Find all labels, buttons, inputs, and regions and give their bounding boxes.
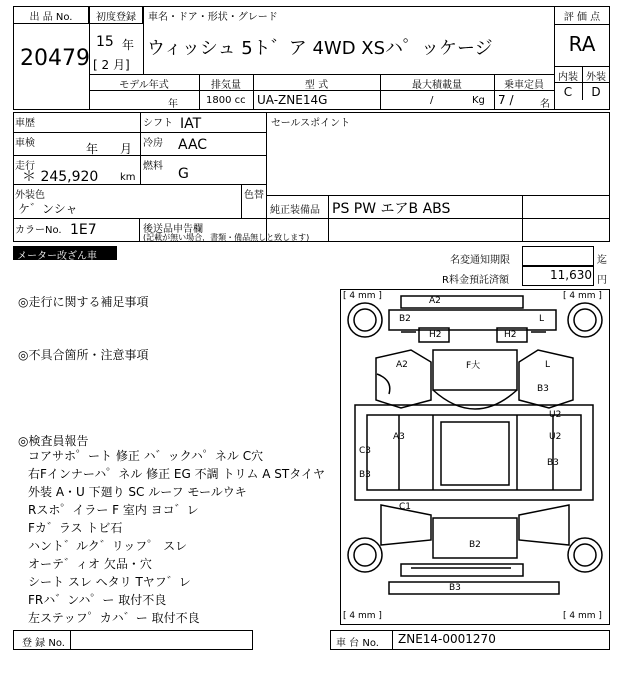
later-report-note: (記載が無い場合，書類・備品無しと致します) xyxy=(143,233,310,242)
inspector-line: Rスホ゜イラー F 室内 ヨコ゛レ xyxy=(28,503,199,517)
inspector-line: 右Fインナーハ゜ネル 修正 EG 不調 トリム A STタイヤ xyxy=(28,467,325,481)
model-year-label: モデル年式 xyxy=(119,80,169,91)
inspector-line: コアサホ゜ート 修正 ハ゛ックハ゜ネル C穴 xyxy=(28,449,264,463)
mileage-label: 走行 xyxy=(15,161,35,172)
mileage-unit: km xyxy=(120,172,136,183)
history-label: 車歴 xyxy=(15,118,35,129)
inspector-line: ハント゛ルク゛リッフ゜ スレ xyxy=(28,539,188,553)
code-door-right-rear: B3 xyxy=(547,458,559,468)
car-name: ウィッシュ 5ト゛ア 4WD XSハ゜ッケージ xyxy=(147,38,493,59)
tire-rl: [ 4 mm ] xyxy=(343,611,382,621)
ac-value: AAC xyxy=(178,137,208,153)
car-outline xyxy=(341,290,609,624)
shift-label: シフト xyxy=(143,118,173,129)
capacity-value: 7 / xyxy=(498,93,514,107)
displacement-value: 1800 cc xyxy=(206,95,246,106)
shift-value: IAT xyxy=(180,116,202,132)
recycle-label: R料金預託済額 xyxy=(442,275,509,286)
code-door-right-front: U2 xyxy=(549,410,562,420)
model-value: UA-ZNE14G xyxy=(257,93,328,107)
notice-unit: 迄 xyxy=(597,255,607,266)
interior-grade: C xyxy=(563,85,573,99)
code-front-bumper: A2 xyxy=(429,296,441,306)
rating-value: RA xyxy=(568,32,596,56)
code-hood-left: B2 xyxy=(399,314,411,324)
defects-heading: ◎不具合箇所・注意事項 xyxy=(18,348,149,362)
code-fender-right: L xyxy=(545,360,551,370)
inspection-label: 車検 xyxy=(15,138,35,149)
tire-fl: [ 4 mm ] xyxy=(343,291,382,301)
notice-label: 名変通知期限 xyxy=(450,255,510,266)
color-no-label: カラーNo. xyxy=(15,225,62,236)
first-reg-label: 初度登録 xyxy=(96,12,136,23)
chassis-label: 車 台 No. xyxy=(336,638,379,649)
model-year-unit: 年 xyxy=(168,99,178,110)
code-rear-left: C1 xyxy=(399,502,412,512)
max-load-unit: Kg xyxy=(472,95,485,106)
inspector-line: オーテ゛ィオ 欠品・穴 xyxy=(28,557,152,571)
car-name-label: 車名・ドア・形状・グレード xyxy=(148,12,278,23)
sales-points-label: セールスポイント xyxy=(271,118,351,129)
displacement-label: 排気量 xyxy=(211,80,241,91)
max-load-sep: / xyxy=(430,95,434,106)
tamper-label: メーター改ざん車 xyxy=(17,251,97,262)
code-fender-left: A2 xyxy=(396,360,408,370)
color-no-value: 1E7 xyxy=(70,222,97,238)
code-headlight-left: H2 xyxy=(429,330,442,340)
tire-rr: [ 4 mm ] xyxy=(563,611,602,621)
inspector-line: FRハ゛ンハ゜ー 取付不良 xyxy=(28,593,167,607)
inspection-month: 月 xyxy=(120,142,133,156)
inspector-line: 左ステッフ゜カハ゛ー 取付不良 xyxy=(28,611,200,625)
code-glass: F大 xyxy=(466,361,481,371)
color-label: 外装色 xyxy=(15,190,45,201)
first-reg-month: [ 2 月] xyxy=(93,58,130,72)
inspector-heading: ◎検査員報告 xyxy=(18,434,89,448)
supplement-heading: ◎走行に関する補足事項 xyxy=(18,295,149,309)
lot-number: 20479 xyxy=(20,46,90,71)
fuel-value: G xyxy=(178,166,189,182)
code-hood-right: L xyxy=(539,314,545,324)
capacity-label: 乗車定員 xyxy=(504,80,544,91)
rating-label: 評 価 点 xyxy=(563,12,601,23)
interior-label: 内装 xyxy=(558,72,578,83)
code-rear-bumper: B3 xyxy=(449,583,461,593)
notice-box xyxy=(522,246,594,266)
fuel-label: 燃料 xyxy=(143,161,163,172)
first-reg-year-unit: 年 xyxy=(122,38,135,52)
code-side-left-c: C3 xyxy=(359,446,372,456)
car-diagram xyxy=(340,289,610,625)
equipment-label: 純正装備品 xyxy=(270,205,320,216)
exterior-label: 外装 xyxy=(586,72,606,83)
first-reg-year: 15 xyxy=(96,34,114,50)
inspector-line: シート スレ ヘタリ Tヤフ゛レ xyxy=(28,575,191,589)
mileage-value: ＊ 245,920 xyxy=(22,169,99,185)
max-load-label: 最大積載量 xyxy=(412,80,462,91)
chassis-number: ZNE14-0001270 xyxy=(398,632,496,646)
capacity-unit: 名 xyxy=(540,99,550,110)
code-door-left: A3 xyxy=(393,432,405,442)
lot-label: 出 品 No. xyxy=(29,12,73,23)
inspector-line: 外装 A・U 下廻り SC ルーフ モールウキ xyxy=(28,485,247,499)
recycle-fee: 11,630 xyxy=(550,268,592,282)
code-fender-right-2: B3 xyxy=(537,384,549,394)
recycle-unit: 円 xyxy=(597,275,607,286)
equipment-value: PS PW エアB ABS xyxy=(332,201,451,217)
code-headlight-right: H2 xyxy=(504,330,517,340)
tire-fr: [ 4 mm ] xyxy=(563,291,602,301)
repaint-label: 色替 xyxy=(244,190,264,201)
color-value: ケ゛ンシャ xyxy=(18,202,78,216)
code-door-right-front-2: U2 xyxy=(549,432,562,442)
inspection-year: 年 xyxy=(86,142,99,156)
model-label: 型 式 xyxy=(304,80,329,91)
ac-label: 冷房 xyxy=(143,138,163,149)
registration-label: 登 録 No. xyxy=(22,638,65,649)
inspector-line: Fカ゛ラス トビ石 xyxy=(28,521,123,535)
code-rear-center: B2 xyxy=(469,540,481,550)
exterior-grade: D xyxy=(591,85,601,99)
later-report-label: 後送品申告欄 xyxy=(143,224,203,235)
code-side-left-b: B3 xyxy=(359,470,371,480)
